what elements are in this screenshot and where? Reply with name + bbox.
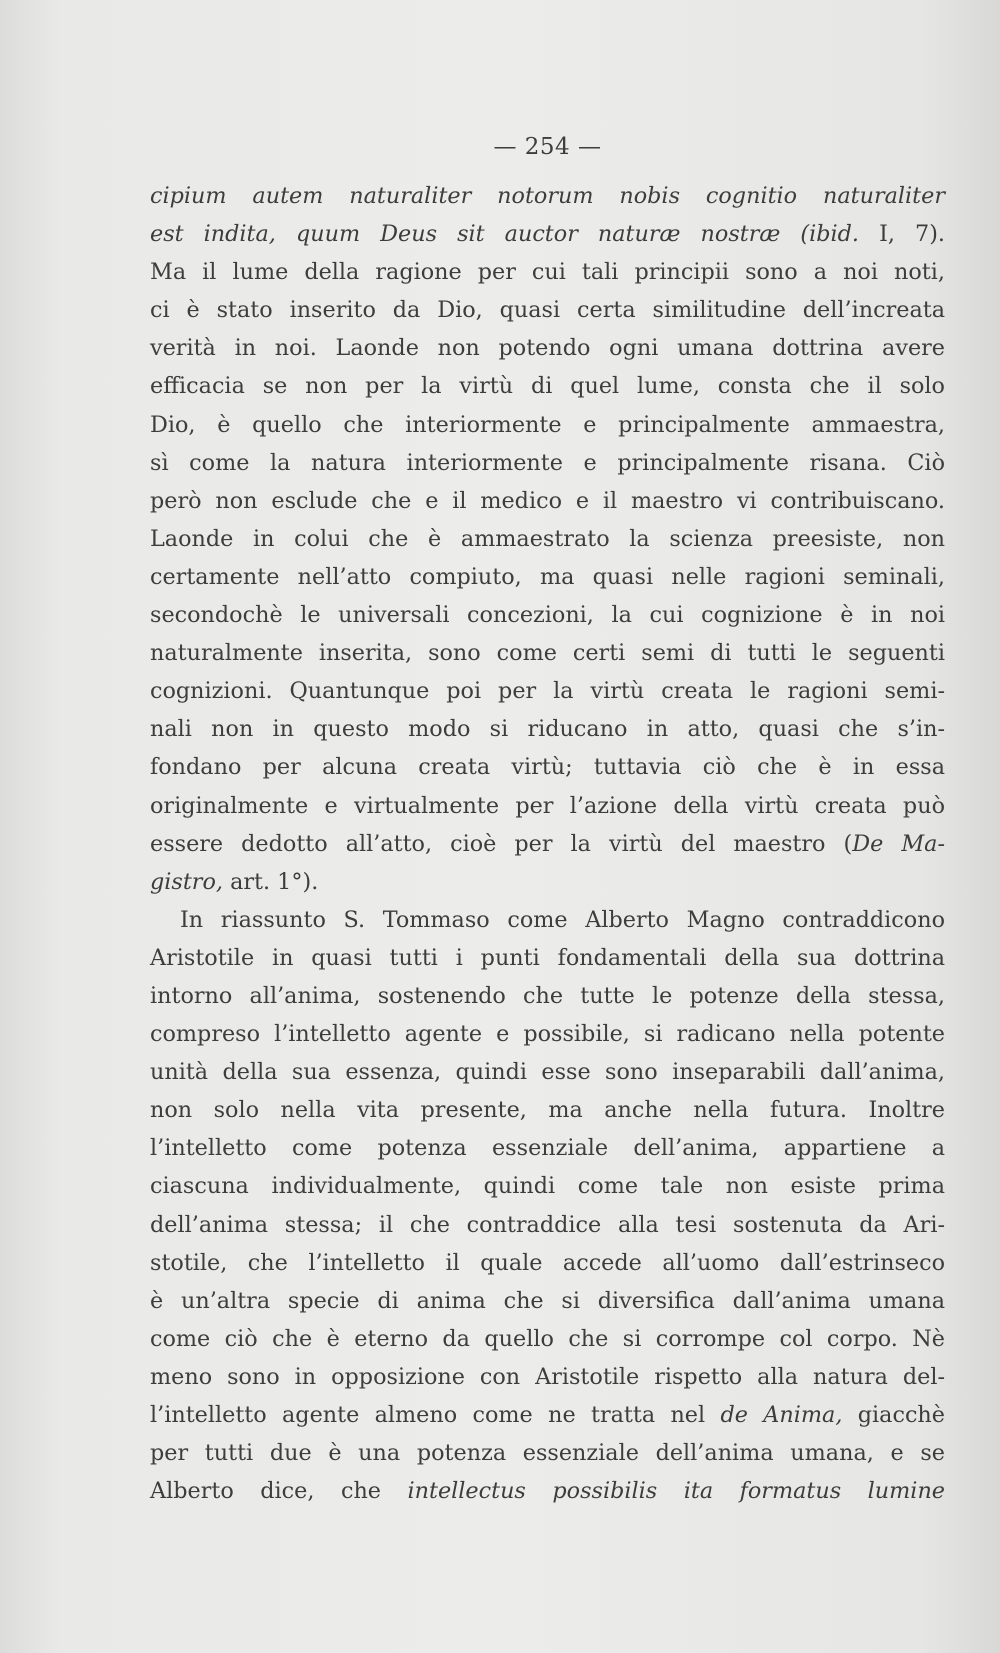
- text-segment: stotile, che l’intelletto il quale accede all’uomo dall’estrinseco: [150, 1249, 945, 1276]
- italic-text: de Anima,: [720, 1402, 843, 1428]
- italic-text: cipium autem naturaliter notorum nobis cognitio naturaliter: [150, 183, 945, 209]
- text-segment: Laonde in colui che è ammaestrato la scienza preesiste, non: [150, 525, 945, 552]
- text-line: [150, 977, 945, 1015]
- text-line: [150, 1434, 945, 1472]
- italic-text: est indita, quum Deus sit auctor naturæ nostræ (ibid.: [150, 221, 860, 248]
- text-line: [150, 939, 945, 977]
- text-line: [150, 1015, 945, 1053]
- italic-text: gistro,: [150, 868, 223, 895]
- text-segment: fondano per alcuna creata virtù; tuttavia ciò che è in essa: [150, 754, 945, 781]
- text-line: [150, 215, 945, 253]
- text-segment: certamente nell’atto compiuto, ma quasi nelle ragioni seminali,: [150, 563, 945, 590]
- text-segment: non solo nella vita presente, ma anche nella futura. Inoltre: [150, 1097, 945, 1124]
- text-line: [150, 1244, 945, 1282]
- text-line: [150, 1091, 945, 1129]
- text-segment: originalmente e virtualmente per l’azione della virtù creata può: [150, 792, 945, 819]
- text-line: [150, 291, 945, 329]
- text-line: [150, 1358, 945, 1396]
- text-segment: unità della sua essenza, quindi esse sono inseparabili dall’anima,: [150, 1059, 945, 1086]
- text-line: [150, 1053, 945, 1091]
- body-text: [150, 177, 945, 1510]
- text-segment: ci è stato inserito da Dio, quasi certa similitudine dell’increata: [150, 297, 945, 324]
- text-line: [150, 367, 945, 405]
- text-segment: secondochè le universali concezioni, la cui cognizione è in noi: [150, 602, 945, 629]
- italic-text: De Ma-: [852, 830, 945, 857]
- text-segment: meno sono in opposizione con Aristotile rispetto alla natura del-: [150, 1363, 945, 1390]
- text-segment: efficacia se non per la virtù di quel lume, consta che il solo: [150, 373, 945, 400]
- text-line: [150, 1396, 945, 1434]
- text-segment: cognizioni. Quantunque poi per la virtù creata le ragioni semi-: [150, 678, 945, 705]
- text-segment: intorno all’anima, sostenendo che tutte le potenze della stessa,: [150, 982, 945, 1009]
- text-segment: essere dedotto all’atto, cioè per la virtù del maestro (: [150, 830, 853, 857]
- text-segment: è un’altra specie di anima che si diversifica dall’anima umana: [150, 1287, 945, 1314]
- text-line: [150, 406, 945, 444]
- text-line: [150, 634, 945, 672]
- text-segment: Alberto dice, che: [150, 1478, 408, 1505]
- text-line: [150, 1320, 945, 1358]
- text-segment: giacchè: [842, 1402, 945, 1428]
- text-line: [150, 1167, 945, 1205]
- italic-text: intellectus possibilis ita formatus lumine: [407, 1478, 945, 1505]
- text-segment: ciascuna individualmente, quindi come tale non esiste prima: [150, 1173, 945, 1200]
- text-segment: In riassunto S. Tommaso come Alberto Magno contraddicono: [180, 906, 945, 933]
- text-segment: l’intelletto come potenza essenziale dell’anima, appartiene a: [150, 1135, 945, 1162]
- text-segment: per tutti due è una potenza essenziale dell’anima umana, e se: [150, 1440, 945, 1467]
- text-segment: Aristotile in quasi tutti i punti fondamentali della sua dottrina: [150, 944, 945, 971]
- book-page: [150, 130, 945, 1630]
- text-line: [150, 1206, 945, 1244]
- text-line: [150, 558, 945, 596]
- text-line: [150, 672, 945, 710]
- text-line: [150, 1129, 945, 1167]
- text-segment: compreso l’intelletto agente e possibile, si radicano nella potente: [150, 1021, 945, 1048]
- text-line: [150, 863, 945, 901]
- text-line: [150, 444, 945, 482]
- text-segment: naturalmente inserita, sono come certi semi di tutti le seguenti: [150, 640, 945, 667]
- text-line: [150, 1472, 945, 1510]
- text-line: [150, 787, 945, 825]
- text-line: [150, 329, 945, 367]
- text-segment: sì come la natura interiormente e principalmente risana. Ciò: [150, 449, 945, 476]
- text-segment: come ciò che è eterno da quello che si corrompe col corpo. Nè: [150, 1325, 945, 1352]
- page-number: — 254 —: [493, 134, 602, 160]
- text-line: [150, 748, 945, 786]
- text-segment: dell’anima stessa; il che contraddice alla tesi sostenuta da Ari-: [150, 1211, 945, 1238]
- text-segment: Ma il lume della ragione per cui tali principii sono a noi noti,: [150, 259, 945, 286]
- text-segment: nali non in questo modo si riducano in atto, quasi che s’in-: [150, 716, 945, 743]
- text-line: [150, 1282, 945, 1320]
- text-line: [150, 177, 945, 215]
- text-line: [150, 825, 945, 863]
- text-line: [150, 253, 945, 291]
- text-segment: art. 1°).: [222, 868, 319, 895]
- text-line: [150, 710, 945, 748]
- text-line: [150, 482, 945, 520]
- text-line: [150, 520, 945, 558]
- text-segment: l’intelletto agente almeno come ne tratta nel: [150, 1402, 721, 1428]
- text-line: [150, 596, 945, 634]
- text-segment: Dio, è quello che interiormente e principalmente ammaestra,: [150, 411, 945, 438]
- text-segment: I, 7).: [859, 221, 945, 248]
- text-segment: verità in noi. Laonde non potendo ogni umana dottrina avere: [150, 335, 945, 362]
- text-segment: però non esclude che e il medico e il maestro vi contribuiscano.: [150, 487, 945, 514]
- text-line: [150, 901, 945, 939]
